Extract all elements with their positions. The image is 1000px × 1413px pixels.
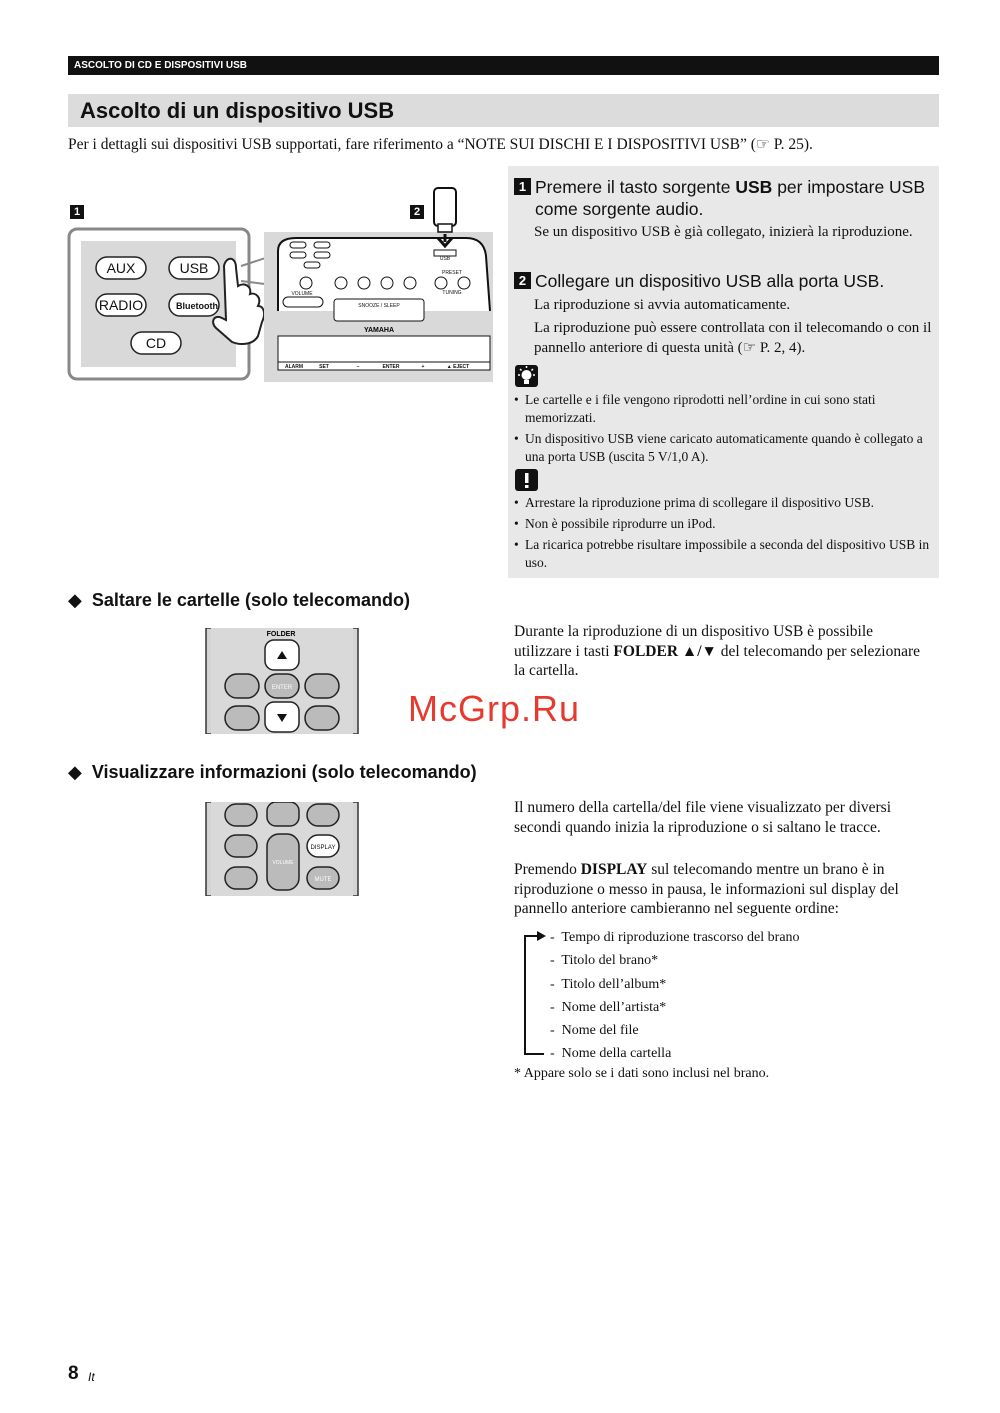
tuning-label: TUNING — [442, 290, 462, 296]
usb-port-label: USB — [439, 256, 451, 262]
exclamation-icon — [515, 469, 538, 491]
step-2 — [514, 270, 934, 292]
front-label-set: SET — [319, 364, 329, 370]
front-label-alarm: ALARM — [284, 364, 304, 370]
step-2-body-1: La riproduzione si avvia automaticamente. — [534, 297, 791, 313]
mute-label: MUTE — [314, 877, 332, 883]
list-item: • Arrestare la riproduzione prima di scollegare il dispositivo USB. — [514, 495, 875, 510]
footnote: * Appare solo se i dati sono inclusi nel brano. — [514, 1066, 770, 1081]
info-text-1: Il numero della cartella/del file viene visualizzato per diversi secondi quando inizia la riproduzione o si saltano le tracce. — [514, 799, 892, 836]
step-2-heading: Collegare un dispositivo USB alla porta USB. — [535, 271, 885, 291]
list-item: • Le cartelle e i file vengono riprodotti nell’ordine in cui sono stati memorizzati. — [514, 392, 876, 425]
brand-label: YAMAHA — [363, 327, 395, 334]
unit-illustration — [66, 186, 496, 382]
usb-stick-icon — [434, 188, 456, 226]
list-item: • Un dispositivo USB viene caricato automaticamente quando è collegato a una porta USB (uscita 5 V/1,0 A). — [514, 431, 923, 464]
list-item: - Nome dell’artista* — [550, 999, 667, 1015]
info-text-2: Premendo DISPLAY sul telecomando mentre un brano è in riproduzione o messo in pausa, le informazioni sul display del pannello anteriore cambieranno nel seguente ordine: — [514, 861, 899, 917]
folder-label: FOLDER — [266, 631, 296, 638]
remote-folder-illustration — [205, 628, 359, 734]
volume-remote-label: VOLUME — [272, 860, 294, 866]
usb-label: USB — [179, 260, 209, 276]
front-label-eject: ▲ EJECT — [446, 364, 470, 370]
volume-label: VOLUME — [291, 291, 313, 297]
list-item: - Nome della cartella — [550, 1046, 672, 1062]
section-heading-info: ◆ Visualizzare informazioni (solo telecomando) — [68, 762, 477, 782]
cd-label: CD — [145, 335, 167, 351]
step-1-heading: Premere il tasto sorgente USB per impostare USB come sorgente audio. — [535, 177, 926, 219]
list-item: • Non è possibile riprodurre un iPod. — [514, 516, 716, 531]
lightbulb-icon — [515, 365, 538, 387]
display-label: DISPLAY — [310, 845, 336, 851]
preset-label: PRESET — [441, 270, 463, 276]
list-item: - Tempo di riproduzione trascorso del brano — [550, 930, 800, 945]
aux-label: AUX — [106, 260, 136, 276]
step-number-2: 2 — [514, 272, 531, 289]
front-label-enter: ENTER — [382, 364, 400, 370]
radio-label: RADIO — [98, 297, 144, 313]
list-item: - Titolo dell’album* — [550, 976, 667, 992]
remote-display-illustration — [205, 802, 359, 896]
list-item: - Titolo del brano* — [550, 953, 659, 969]
watermark: McGrp.Ru — [408, 688, 581, 729]
page-title: Ascolto di un dispositivo USB — [68, 94, 939, 127]
section-header: ASCOLTO DI CD E DISPOSITIVI USB — [68, 56, 939, 75]
folders-text: Durante la riproduzione di un dispositivo USB è possibile utilizzare i tasti FOLDER ▲/▼ del telecomando per selezionare la cartella. — [514, 623, 920, 679]
list-item: - Nome del file — [550, 1023, 639, 1039]
snooze-label: SNOOZE / SLEEP — [358, 303, 400, 309]
display-order-list — [550, 926, 800, 1066]
arrow-right-icon — [537, 931, 546, 941]
page-number: 8 — [68, 1363, 79, 1384]
list-item: • La ricarica potrebbe risultare impossibile a seconda del dispositivo USB in uso. — [514, 537, 930, 570]
front-label-plus: + — [421, 364, 425, 370]
tips-list — [514, 391, 934, 469]
page-language: It — [88, 1370, 95, 1384]
bluetooth-label: Bluetooth — [176, 301, 218, 311]
step-2-body-2: La riproduzione può essere controllata con il telecomando o con il pannello anteriore di questa unità (☞ P. 2, 4). — [534, 320, 932, 356]
intro-text: Per i dettagli sui dispositivi USB supportati, fare riferimento a “NOTE SUI DISCHI E I DISPOSITIVI USB” (☞ P. 25). — [68, 136, 813, 153]
svg-text:ENTER: ENTER — [271, 685, 293, 691]
figure-label-1: 1 — [70, 205, 84, 219]
step-1 — [514, 176, 934, 220]
front-label-minus: – — [356, 364, 360, 370]
step-1-body: Se un dispositivo USB è già collegato, inizierà la riproduzione. — [534, 224, 913, 240]
figure-label-2: 2 — [410, 205, 424, 219]
warnings-list — [514, 494, 934, 575]
step-number-1: 1 — [514, 178, 531, 195]
cycle-arrow — [517, 926, 547, 1058]
section-heading-folders: ◆ Saltare le cartelle (solo telecomando) — [68, 590, 410, 610]
